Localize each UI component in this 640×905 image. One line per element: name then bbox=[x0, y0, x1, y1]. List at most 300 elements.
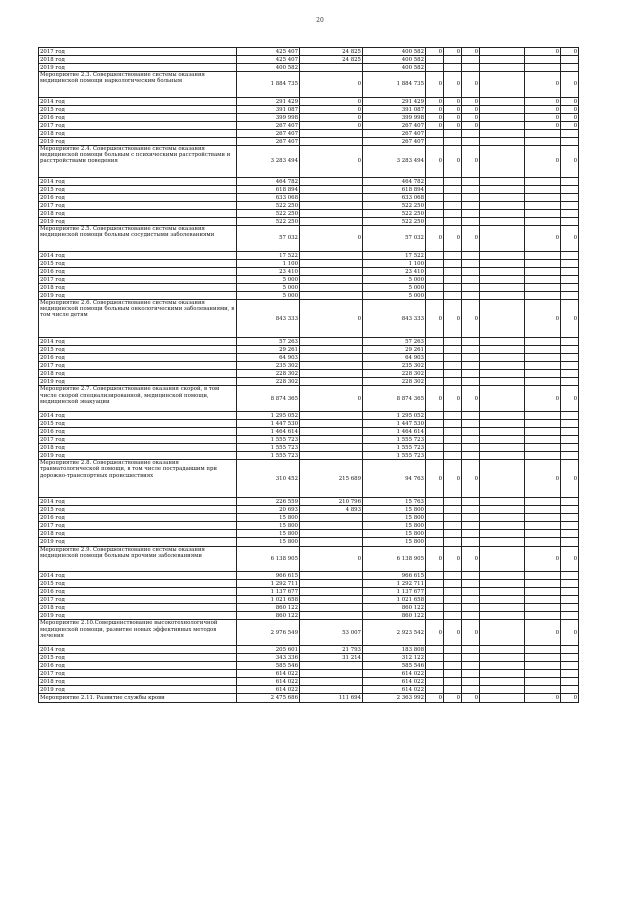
cell-col-9 bbox=[561, 662, 579, 670]
cell-col-1: 57 032 bbox=[237, 226, 300, 251]
cell-col-9 bbox=[561, 210, 579, 218]
measure-title: Мероприятие 2.8. Совершенствование оказания травматологической помощи, в том числе пострадавшим при дорожно-транспортных происшествиях bbox=[39, 460, 237, 498]
cell-col-7 bbox=[480, 210, 525, 218]
cell-col-6 bbox=[462, 596, 480, 604]
cell-col-9 bbox=[561, 284, 579, 292]
cell-col-5 bbox=[444, 612, 462, 620]
cell-col-1: 228 302 bbox=[237, 378, 300, 386]
cell-col-9: 0 bbox=[561, 386, 579, 411]
cell-col-3: 391 087 bbox=[363, 105, 426, 113]
cell-col-3: 400 582 bbox=[363, 48, 426, 56]
cell-col-9 bbox=[561, 345, 579, 353]
cell-col-4 bbox=[426, 267, 444, 275]
row-label: 2017 год bbox=[39, 202, 237, 210]
cell-col-2 bbox=[300, 588, 363, 596]
table-row bbox=[39, 275, 579, 283]
cell-col-9 bbox=[561, 259, 579, 267]
cell-col-6 bbox=[462, 444, 480, 452]
cell-col-7 bbox=[480, 538, 525, 546]
table-row bbox=[39, 345, 579, 353]
cell-col-6 bbox=[462, 604, 480, 612]
row-label: 2017 год bbox=[39, 522, 237, 530]
cell-col-9: 0 bbox=[561, 620, 579, 645]
cell-col-3: 3 283 494 bbox=[363, 146, 426, 178]
cell-col-7 bbox=[480, 580, 525, 588]
cell-col-4: 0 bbox=[426, 386, 444, 411]
cell-col-9: 0 bbox=[561, 97, 579, 105]
table-row bbox=[39, 571, 579, 579]
cell-col-8 bbox=[525, 56, 561, 64]
cell-col-6 bbox=[462, 64, 480, 72]
cell-col-7 bbox=[480, 193, 525, 201]
cell-col-9: 0 bbox=[561, 105, 579, 113]
cell-col-9 bbox=[561, 354, 579, 362]
cell-col-7 bbox=[480, 588, 525, 596]
cell-col-8 bbox=[525, 419, 561, 427]
cell-col-3: 1 021 658 bbox=[363, 596, 426, 604]
cell-col-8 bbox=[525, 177, 561, 185]
cell-col-7 bbox=[480, 146, 525, 178]
cell-col-8 bbox=[525, 588, 561, 596]
cell-col-9 bbox=[561, 506, 579, 514]
cell-col-9 bbox=[561, 267, 579, 275]
cell-col-7 bbox=[480, 284, 525, 292]
cell-col-7 bbox=[480, 686, 525, 694]
row-label: 2017 год bbox=[39, 48, 237, 56]
cell-col-2 bbox=[300, 686, 363, 694]
cell-col-3: 522 250 bbox=[363, 210, 426, 218]
cell-col-9 bbox=[561, 275, 579, 283]
cell-col-3: 1 464 614 bbox=[363, 427, 426, 435]
row-label: 2017 год bbox=[39, 596, 237, 604]
cell-col-3: 1 447 530 bbox=[363, 419, 426, 427]
cell-col-6 bbox=[462, 354, 480, 362]
cell-col-9 bbox=[561, 497, 579, 505]
cell-col-4 bbox=[426, 436, 444, 444]
row-label: 2019 год bbox=[39, 612, 237, 620]
cell-col-2 bbox=[300, 130, 363, 138]
cell-col-3: 1 884 735 bbox=[363, 72, 426, 97]
cell-col-7 bbox=[480, 251, 525, 259]
cell-col-6 bbox=[462, 411, 480, 419]
cell-col-4 bbox=[426, 506, 444, 514]
cell-col-2 bbox=[300, 678, 363, 686]
measure-title: Мероприятие 2.6. Совершенствование системы оказания медицинской помощи больным онкологическими заболеваниями, в том числе детям bbox=[39, 300, 237, 338]
row-label: 2017 год bbox=[39, 275, 237, 283]
cell-col-1: 267 407 bbox=[237, 138, 300, 146]
cell-col-5 bbox=[444, 185, 462, 193]
cell-col-1: 1 884 735 bbox=[237, 72, 300, 97]
row-label: 2018 год bbox=[39, 678, 237, 686]
cell-col-6 bbox=[462, 210, 480, 218]
cell-col-3: 267 407 bbox=[363, 130, 426, 138]
cell-col-9 bbox=[561, 686, 579, 694]
cell-col-5 bbox=[444, 653, 462, 661]
cell-col-6: 0 bbox=[462, 694, 480, 702]
cell-col-9 bbox=[561, 251, 579, 259]
cell-col-1: 860 122 bbox=[237, 612, 300, 620]
cell-col-4 bbox=[426, 177, 444, 185]
cell-col-9: 0 bbox=[561, 226, 579, 251]
cell-col-3: 585 546 bbox=[363, 662, 426, 670]
cell-col-9 bbox=[561, 670, 579, 678]
table-row bbox=[39, 378, 579, 386]
cell-col-1: 20 693 bbox=[237, 506, 300, 514]
cell-col-9 bbox=[561, 514, 579, 522]
cell-col-5 bbox=[444, 284, 462, 292]
cell-col-8 bbox=[525, 686, 561, 694]
cell-col-9 bbox=[561, 378, 579, 386]
table-row bbox=[39, 452, 579, 460]
cell-col-2: 24 825 bbox=[300, 48, 363, 56]
cell-col-6 bbox=[462, 218, 480, 226]
cell-col-4 bbox=[426, 130, 444, 138]
cell-col-3: 860 122 bbox=[363, 604, 426, 612]
cell-col-3: 64 903 bbox=[363, 354, 426, 362]
cell-col-5: 0 bbox=[444, 97, 462, 105]
cell-col-1: 425 407 bbox=[237, 48, 300, 56]
cell-col-5: 0 bbox=[444, 694, 462, 702]
table-row bbox=[39, 678, 579, 686]
cell-col-4 bbox=[426, 284, 444, 292]
cell-col-1: 860 122 bbox=[237, 604, 300, 612]
cell-col-5: 0 bbox=[444, 546, 462, 571]
cell-col-1: 2 475 686 bbox=[237, 694, 300, 702]
cell-col-8 bbox=[525, 345, 561, 353]
cell-col-9: 0 bbox=[561, 121, 579, 129]
table-row bbox=[39, 444, 579, 452]
cell-col-7 bbox=[480, 138, 525, 146]
cell-col-9 bbox=[561, 130, 579, 138]
cell-col-6 bbox=[462, 202, 480, 210]
cell-col-2 bbox=[300, 202, 363, 210]
cell-col-7 bbox=[480, 645, 525, 653]
cell-col-1: 614 022 bbox=[237, 670, 300, 678]
table-row bbox=[39, 48, 579, 56]
cell-col-2: 0 bbox=[300, 97, 363, 105]
cell-col-3: 843 333 bbox=[363, 300, 426, 338]
cell-col-5 bbox=[444, 419, 462, 427]
cell-col-2 bbox=[300, 662, 363, 670]
cell-col-2 bbox=[300, 362, 363, 370]
row-label: 2015 год bbox=[39, 105, 237, 113]
cell-col-7 bbox=[480, 362, 525, 370]
cell-col-4 bbox=[426, 612, 444, 620]
row-label: 2015 год bbox=[39, 419, 237, 427]
cell-col-6: 0 bbox=[462, 386, 480, 411]
cell-col-6 bbox=[462, 275, 480, 283]
cell-col-3: 17 522 bbox=[363, 251, 426, 259]
cell-col-3: 5 000 bbox=[363, 292, 426, 300]
cell-col-9 bbox=[561, 604, 579, 612]
cell-col-1: 1 447 530 bbox=[237, 419, 300, 427]
table-body bbox=[39, 48, 579, 703]
cell-col-8 bbox=[525, 580, 561, 588]
cell-col-7 bbox=[480, 185, 525, 193]
cell-col-1: 267 407 bbox=[237, 121, 300, 129]
cell-col-7 bbox=[480, 571, 525, 579]
row-label: 2016 год bbox=[39, 267, 237, 275]
row-label: 2017 год bbox=[39, 121, 237, 129]
table-row bbox=[39, 645, 579, 653]
cell-col-5 bbox=[444, 259, 462, 267]
page-number: 20 bbox=[316, 17, 324, 24]
cell-col-3: 614 022 bbox=[363, 678, 426, 686]
table-row bbox=[39, 121, 579, 129]
cell-col-7 bbox=[480, 113, 525, 121]
cell-col-5: 0 bbox=[444, 146, 462, 178]
cell-col-9 bbox=[561, 202, 579, 210]
cell-col-1: 64 903 bbox=[237, 354, 300, 362]
cell-col-1: 614 022 bbox=[237, 686, 300, 694]
cell-col-9 bbox=[561, 292, 579, 300]
row-label: 2016 год bbox=[39, 113, 237, 121]
cell-col-3: 522 250 bbox=[363, 218, 426, 226]
cell-col-2 bbox=[300, 411, 363, 419]
cell-col-9 bbox=[561, 370, 579, 378]
row-label: 2019 год bbox=[39, 538, 237, 546]
cell-col-4: 0 bbox=[426, 694, 444, 702]
cell-col-8: 0 bbox=[525, 620, 561, 645]
cell-col-6 bbox=[462, 612, 480, 620]
measure-title: Мероприятие 2.7. Совершенствование оказания скорой, в том числе скорой специализированной, медицинской помощи, медицинской эвакуации bbox=[39, 386, 237, 411]
cell-col-3: 5 000 bbox=[363, 275, 426, 283]
cell-col-4 bbox=[426, 185, 444, 193]
table-row bbox=[39, 588, 579, 596]
cell-col-7 bbox=[480, 292, 525, 300]
cell-col-2 bbox=[300, 612, 363, 620]
cell-col-2 bbox=[300, 292, 363, 300]
cell-col-2 bbox=[300, 419, 363, 427]
row-label: 2019 год bbox=[39, 138, 237, 146]
measure-row bbox=[39, 460, 579, 498]
cell-col-2 bbox=[300, 427, 363, 435]
cell-col-1: 399 998 bbox=[237, 113, 300, 121]
cell-col-2 bbox=[300, 284, 363, 292]
cell-col-8 bbox=[525, 514, 561, 522]
cell-col-7 bbox=[480, 653, 525, 661]
cell-col-7 bbox=[480, 444, 525, 452]
cell-col-6 bbox=[462, 653, 480, 661]
cell-col-6: 0 bbox=[462, 72, 480, 97]
cell-col-3: 400 582 bbox=[363, 56, 426, 64]
table-row bbox=[39, 506, 579, 514]
cell-col-4: 0 bbox=[426, 105, 444, 113]
cell-col-3: 860 122 bbox=[363, 612, 426, 620]
cell-col-4 bbox=[426, 588, 444, 596]
cell-col-5 bbox=[444, 538, 462, 546]
cell-col-7 bbox=[480, 226, 525, 251]
cell-col-7 bbox=[480, 662, 525, 670]
cell-col-7 bbox=[480, 97, 525, 105]
cell-col-2 bbox=[300, 138, 363, 146]
cell-col-8 bbox=[525, 670, 561, 678]
cell-col-2 bbox=[300, 275, 363, 283]
table-row bbox=[39, 193, 579, 201]
cell-col-2 bbox=[300, 378, 363, 386]
cell-col-9 bbox=[561, 538, 579, 546]
cell-col-5 bbox=[444, 436, 462, 444]
cell-col-5 bbox=[444, 427, 462, 435]
table-row bbox=[39, 259, 579, 267]
cell-col-1: 228 302 bbox=[237, 370, 300, 378]
cell-col-1: 633 068 bbox=[237, 193, 300, 201]
cell-col-4 bbox=[426, 138, 444, 146]
cell-col-5 bbox=[444, 370, 462, 378]
cell-col-8 bbox=[525, 267, 561, 275]
cell-col-6: 0 bbox=[462, 546, 480, 571]
cell-col-4 bbox=[426, 218, 444, 226]
cell-col-8 bbox=[525, 571, 561, 579]
cell-col-9: 0 bbox=[561, 694, 579, 702]
budget-table bbox=[38, 47, 579, 703]
cell-col-5: 0 bbox=[444, 113, 462, 121]
table-row bbox=[39, 56, 579, 64]
cell-col-1: 15 800 bbox=[237, 538, 300, 546]
cell-col-5 bbox=[444, 588, 462, 596]
measure-title: Мероприятие 2.9. Совершенствование системы оказания медицинской помощи больным прочими заболеваниями bbox=[39, 546, 237, 571]
cell-col-1: 1 555 723 bbox=[237, 444, 300, 452]
cell-col-6 bbox=[462, 284, 480, 292]
table-row bbox=[39, 670, 579, 678]
cell-col-7 bbox=[480, 460, 525, 498]
cell-col-8 bbox=[525, 202, 561, 210]
cell-col-9 bbox=[561, 193, 579, 201]
cell-col-5 bbox=[444, 138, 462, 146]
cell-col-8 bbox=[525, 64, 561, 72]
cell-col-5 bbox=[444, 571, 462, 579]
cell-col-4 bbox=[426, 259, 444, 267]
table-row bbox=[39, 292, 579, 300]
row-label: 2016 год bbox=[39, 354, 237, 362]
cell-col-4 bbox=[426, 452, 444, 460]
cell-col-9 bbox=[561, 612, 579, 620]
row-label: 2015 год bbox=[39, 345, 237, 353]
row-label: 2019 год bbox=[39, 218, 237, 226]
cell-col-6 bbox=[462, 588, 480, 596]
cell-col-5: 0 bbox=[444, 48, 462, 56]
table-row bbox=[39, 354, 579, 362]
cell-col-5 bbox=[444, 362, 462, 370]
cell-col-2: 21 793 bbox=[300, 645, 363, 653]
row-label: 2018 год bbox=[39, 56, 237, 64]
cell-col-5: 0 bbox=[444, 121, 462, 129]
cell-col-8 bbox=[525, 370, 561, 378]
measure-row bbox=[39, 386, 579, 411]
cell-col-5: 0 bbox=[444, 105, 462, 113]
cell-col-2 bbox=[300, 177, 363, 185]
cell-col-7 bbox=[480, 370, 525, 378]
table-row bbox=[39, 653, 579, 661]
cell-col-9 bbox=[561, 588, 579, 596]
cell-col-1: 2 976 549 bbox=[237, 620, 300, 645]
cell-col-7 bbox=[480, 177, 525, 185]
cell-col-4 bbox=[426, 370, 444, 378]
table-row bbox=[39, 436, 579, 444]
cell-col-5 bbox=[444, 580, 462, 588]
cell-col-9: 0 bbox=[561, 113, 579, 121]
cell-col-7 bbox=[480, 48, 525, 56]
cell-col-5 bbox=[444, 354, 462, 362]
cell-col-9: 0 bbox=[561, 48, 579, 56]
cell-col-8 bbox=[525, 218, 561, 226]
cell-col-4 bbox=[426, 427, 444, 435]
cell-col-4 bbox=[426, 354, 444, 362]
cell-col-6 bbox=[462, 193, 480, 201]
cell-col-5 bbox=[444, 596, 462, 604]
cell-col-6 bbox=[462, 138, 480, 146]
cell-col-7 bbox=[480, 202, 525, 210]
cell-col-8: 0 bbox=[525, 694, 561, 702]
cell-col-7 bbox=[480, 419, 525, 427]
cell-col-2 bbox=[300, 571, 363, 579]
cell-col-8 bbox=[525, 530, 561, 538]
cell-col-3: 228 302 bbox=[363, 378, 426, 386]
cell-col-9 bbox=[561, 645, 579, 653]
cell-col-2: 0 bbox=[300, 546, 363, 571]
cell-col-4 bbox=[426, 210, 444, 218]
row-label: 2014 год bbox=[39, 645, 237, 653]
cell-col-5: 0 bbox=[444, 386, 462, 411]
row-label: 2019 год bbox=[39, 378, 237, 386]
cell-col-3: 1 555 723 bbox=[363, 444, 426, 452]
cell-col-8 bbox=[525, 522, 561, 530]
cell-col-4: 0 bbox=[426, 121, 444, 129]
cell-col-8 bbox=[525, 538, 561, 546]
cell-col-6 bbox=[462, 56, 480, 64]
cell-col-2 bbox=[300, 596, 363, 604]
table-row bbox=[39, 185, 579, 193]
cell-col-5: 0 bbox=[444, 300, 462, 338]
cell-col-5: 0 bbox=[444, 620, 462, 645]
cell-col-5 bbox=[444, 292, 462, 300]
cell-col-8 bbox=[525, 612, 561, 620]
cell-col-2 bbox=[300, 210, 363, 218]
cell-col-7 bbox=[480, 530, 525, 538]
table-row bbox=[39, 97, 579, 105]
measure-row bbox=[39, 546, 579, 571]
cell-col-4 bbox=[426, 337, 444, 345]
cell-col-5: 0 bbox=[444, 226, 462, 251]
cell-col-4 bbox=[426, 275, 444, 283]
cell-col-3: 2 923 542 bbox=[363, 620, 426, 645]
cell-col-3: 183 808 bbox=[363, 645, 426, 653]
cell-col-3: 614 022 bbox=[363, 686, 426, 694]
cell-col-6: 0 bbox=[462, 113, 480, 121]
table-row bbox=[39, 105, 579, 113]
cell-col-8 bbox=[525, 138, 561, 146]
cell-col-7 bbox=[480, 105, 525, 113]
cell-col-7 bbox=[480, 497, 525, 505]
cell-col-3: 267 407 bbox=[363, 138, 426, 146]
cell-col-5 bbox=[444, 267, 462, 275]
row-label: 2018 год bbox=[39, 370, 237, 378]
cell-col-3: 15 800 bbox=[363, 506, 426, 514]
cell-col-1: 310 452 bbox=[237, 460, 300, 498]
cell-col-8 bbox=[525, 193, 561, 201]
cell-col-5 bbox=[444, 506, 462, 514]
cell-col-8: 0 bbox=[525, 226, 561, 251]
cell-col-3: 15 800 bbox=[363, 538, 426, 546]
cell-col-7 bbox=[480, 378, 525, 386]
cell-col-3: 291 429 bbox=[363, 97, 426, 105]
cell-col-1: 15 800 bbox=[237, 522, 300, 530]
cell-col-5 bbox=[444, 497, 462, 505]
cell-col-5 bbox=[444, 56, 462, 64]
cell-col-8 bbox=[525, 210, 561, 218]
cell-col-2 bbox=[300, 354, 363, 362]
cell-col-2: 0 bbox=[300, 146, 363, 178]
